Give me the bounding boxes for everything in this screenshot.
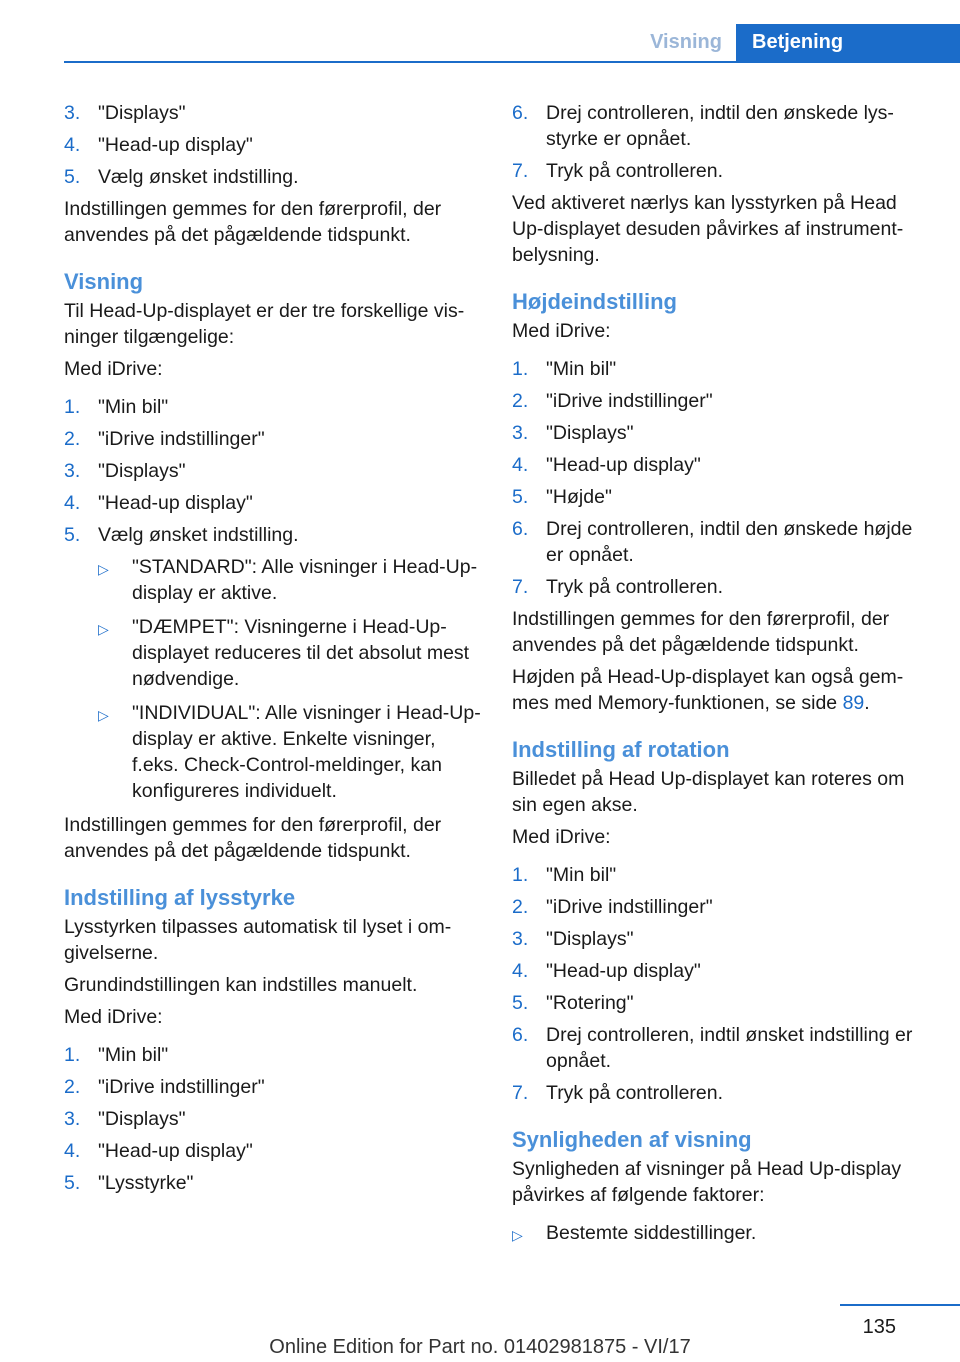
step-text: "Min bil" (98, 1044, 169, 1066)
step-number: 1. (512, 864, 529, 886)
option-text: "INDIVIDUAL": Alle visninger i Head-Up-display er aktive. Enkelte visninger, f.eks. Check-Control-meldinger, kan konfigureres individuelt. (132, 702, 481, 802)
step-number: 3. (64, 102, 81, 124)
step-number: 4. (64, 134, 81, 156)
list-item (64, 132, 484, 158)
list-item (512, 894, 932, 920)
list-item (64, 458, 484, 484)
paragraph: Billedet på Head Up-displayet kan roteres om sin egen akse. (512, 768, 905, 816)
list-item (512, 452, 932, 478)
step-number: 6. (512, 518, 529, 540)
step-number: 6. (512, 1024, 529, 1046)
step-text: Drej controlleren, indtil den ønskede lysstyrke er opnået. (546, 102, 894, 150)
heading-synlighed: Synligheden af visning (512, 1127, 752, 1152)
paragraph: Lysstyrken tilpasses automatisk til lyset i omgivelserne. (64, 916, 452, 964)
paragraph: Synligheden af visninger på Head Up-display påvirkes af følgende faktorer: (512, 1158, 902, 1206)
section-tab-visning[interactable]: Visning (650, 31, 722, 53)
step-text: "iDrive indstillinger" (546, 390, 713, 412)
step-number: 5. (512, 992, 529, 1014)
list-item (512, 158, 932, 184)
step-text: "Head-up display" (546, 454, 701, 476)
step-text: Vælg ønsket indstilling. (98, 166, 299, 188)
list-item (512, 926, 932, 952)
steps-list-continued (64, 100, 484, 190)
list-item (512, 574, 932, 600)
list-item (64, 100, 484, 126)
step-text: "Displays" (98, 102, 186, 124)
paragraph: Med iDrive: (64, 358, 163, 380)
paragraph-memory (512, 664, 932, 716)
step-text: "iDrive indstillinger" (546, 896, 713, 918)
heading-lysstyrke: Indstilling af lysstyrke (64, 885, 296, 910)
list-item (64, 1106, 484, 1132)
step-number: 1. (64, 396, 81, 418)
list-item (512, 484, 932, 510)
list-item (512, 516, 932, 568)
triangle-bullet-icon: ▷ (98, 561, 109, 577)
paragraph: Indstillingen gemmes for den førerprofil, der anvendes på det pågældende tidspunkt. (512, 608, 890, 656)
step-text: Vælg ønsket indstilling. (98, 524, 299, 546)
step-number: 2. (64, 428, 81, 450)
step-text: "Displays" (546, 928, 634, 950)
step-number: 5. (64, 1172, 81, 1194)
step-text: "Højde" (546, 486, 612, 508)
step-text: Drej controlleren, indtil ønsket indstilling er opnået. (546, 1024, 913, 1072)
step-number: 7. (512, 160, 529, 182)
step-number: 6. (512, 102, 529, 124)
list-item (98, 700, 484, 804)
bullet-text: Bestemte siddestillinger. (546, 1222, 757, 1244)
paragraph: Indstillingen gemmes for den førerprofil, der anvendes på det pågældende tidspunkt. (64, 198, 442, 246)
list-item (64, 426, 484, 452)
list-item (98, 614, 484, 692)
step-text: "Head-up display" (98, 492, 253, 514)
paragraph-text: . (864, 692, 870, 714)
list-item (98, 554, 484, 606)
step-number: 4. (64, 492, 81, 514)
edition-footer: Online Edition for Part no. 01402981875 - VI/17 (269, 1336, 691, 1358)
list-item (64, 1074, 484, 1100)
step-text: "Displays" (98, 460, 186, 482)
step-text: Drej controlleren, indtil den ønskede højde er opnået. (546, 518, 913, 566)
steps-list-rotation (512, 862, 932, 1106)
list-item (64, 1042, 484, 1068)
chapter-tab-betjening[interactable]: Betjening (736, 24, 960, 61)
list-item (512, 990, 932, 1016)
list-item (64, 522, 484, 548)
steps-list-lysstyrke (64, 1042, 484, 1196)
step-number: 3. (64, 1108, 81, 1130)
step-text: Tryk på controlleren. (546, 160, 724, 182)
step-text: Tryk på controlleren. (546, 576, 724, 598)
header-rule (64, 61, 960, 63)
paragraph: Grundindstillingen kan indstilles manuelt. (64, 974, 418, 996)
paragraph: Indstillingen gemmes for den førerprofil, der anvendes på det pågældende tidspunkt. (64, 814, 442, 862)
footer-rule (840, 1304, 960, 1306)
step-text: "iDrive indstillinger" (98, 1076, 265, 1098)
list-item (512, 1080, 932, 1106)
heading-visning: Visning (64, 269, 144, 294)
steps-list-visning (64, 394, 484, 548)
step-number: 3. (512, 928, 529, 950)
step-text: "Min bil" (546, 864, 617, 886)
step-text: "Displays" (98, 1108, 186, 1130)
step-text: "Head-up display" (98, 134, 253, 156)
step-number: 1. (64, 1044, 81, 1066)
step-text: Tryk på controlleren. (546, 1082, 724, 1104)
step-number: 1. (512, 358, 529, 380)
list-item (64, 394, 484, 420)
step-number: 7. (512, 576, 529, 598)
paragraph: Til Head-Up-displayet er der tre forskellige visninger tilgængelige: (64, 300, 465, 348)
list-item (512, 388, 932, 414)
options-sublist (98, 554, 484, 804)
triangle-bullet-icon: ▷ (512, 1227, 523, 1243)
heading-hojdeindstilling: Højdeindstilling (512, 289, 677, 314)
page-number: 135 (862, 1316, 896, 1338)
list-item (64, 1138, 484, 1164)
paragraph: Med iDrive: (512, 320, 611, 342)
step-number: 2. (512, 390, 529, 412)
right-column (512, 100, 932, 1254)
paragraph: Med iDrive: (512, 826, 611, 848)
step-text: "iDrive indstillinger" (98, 428, 265, 450)
triangle-bullet-icon: ▷ (98, 707, 109, 723)
paragraph-text: Højden på Head-Up-displayet kan også gemmes med Memory-funktionen, se side (512, 666, 904, 714)
step-text: "Displays" (546, 422, 634, 444)
triangle-bullet-icon: ▷ (98, 621, 109, 637)
step-number: 4. (64, 1140, 81, 1162)
paragraph: Ved aktiveret nærlys kan lysstyrken på Head Up-displayet desuden påvirkes af instrumentbelysning. (512, 192, 904, 266)
list-item (64, 490, 484, 516)
list-item (64, 1170, 484, 1196)
list-item (512, 100, 932, 152)
list-item (512, 958, 932, 984)
step-number: 4. (512, 454, 529, 476)
step-number: 2. (512, 896, 529, 918)
step-text: "Head-up display" (98, 1140, 253, 1162)
option-text: "STANDARD": Alle visninger i Head-Up-display er aktive. (132, 556, 478, 604)
step-text: "Lysstyrke" (98, 1172, 194, 1194)
list-item (512, 862, 932, 888)
paragraph: Med iDrive: (64, 1006, 163, 1028)
steps-list-continued (512, 100, 932, 184)
list-item (64, 164, 484, 190)
step-number: 2. (64, 1076, 81, 1098)
option-text: "DÆMPET": Visningerne i Head-Up-displayet reduceres til det absolut mest nødvendige. (132, 616, 470, 690)
list-item (512, 1220, 932, 1248)
step-text: "Rotering" (546, 992, 634, 1014)
list-item (512, 420, 932, 446)
step-text: "Min bil" (546, 358, 617, 380)
step-text: "Min bil" (98, 396, 169, 418)
heading-rotation: Indstilling af rotation (512, 737, 730, 762)
page-link[interactable]: 89 (842, 692, 865, 714)
step-number: 5. (64, 166, 81, 188)
step-number: 3. (64, 460, 81, 482)
left-column (64, 100, 484, 1202)
steps-list-hojde (512, 356, 932, 600)
step-number: 4. (512, 960, 529, 982)
step-number: 3. (512, 422, 529, 444)
step-number: 5. (64, 524, 81, 546)
step-number: 5. (512, 486, 529, 508)
step-number: 7. (512, 1082, 529, 1104)
page-header (0, 0, 960, 64)
list-item (512, 356, 932, 382)
step-text: "Head-up display" (546, 960, 701, 982)
list-item (512, 1022, 932, 1074)
